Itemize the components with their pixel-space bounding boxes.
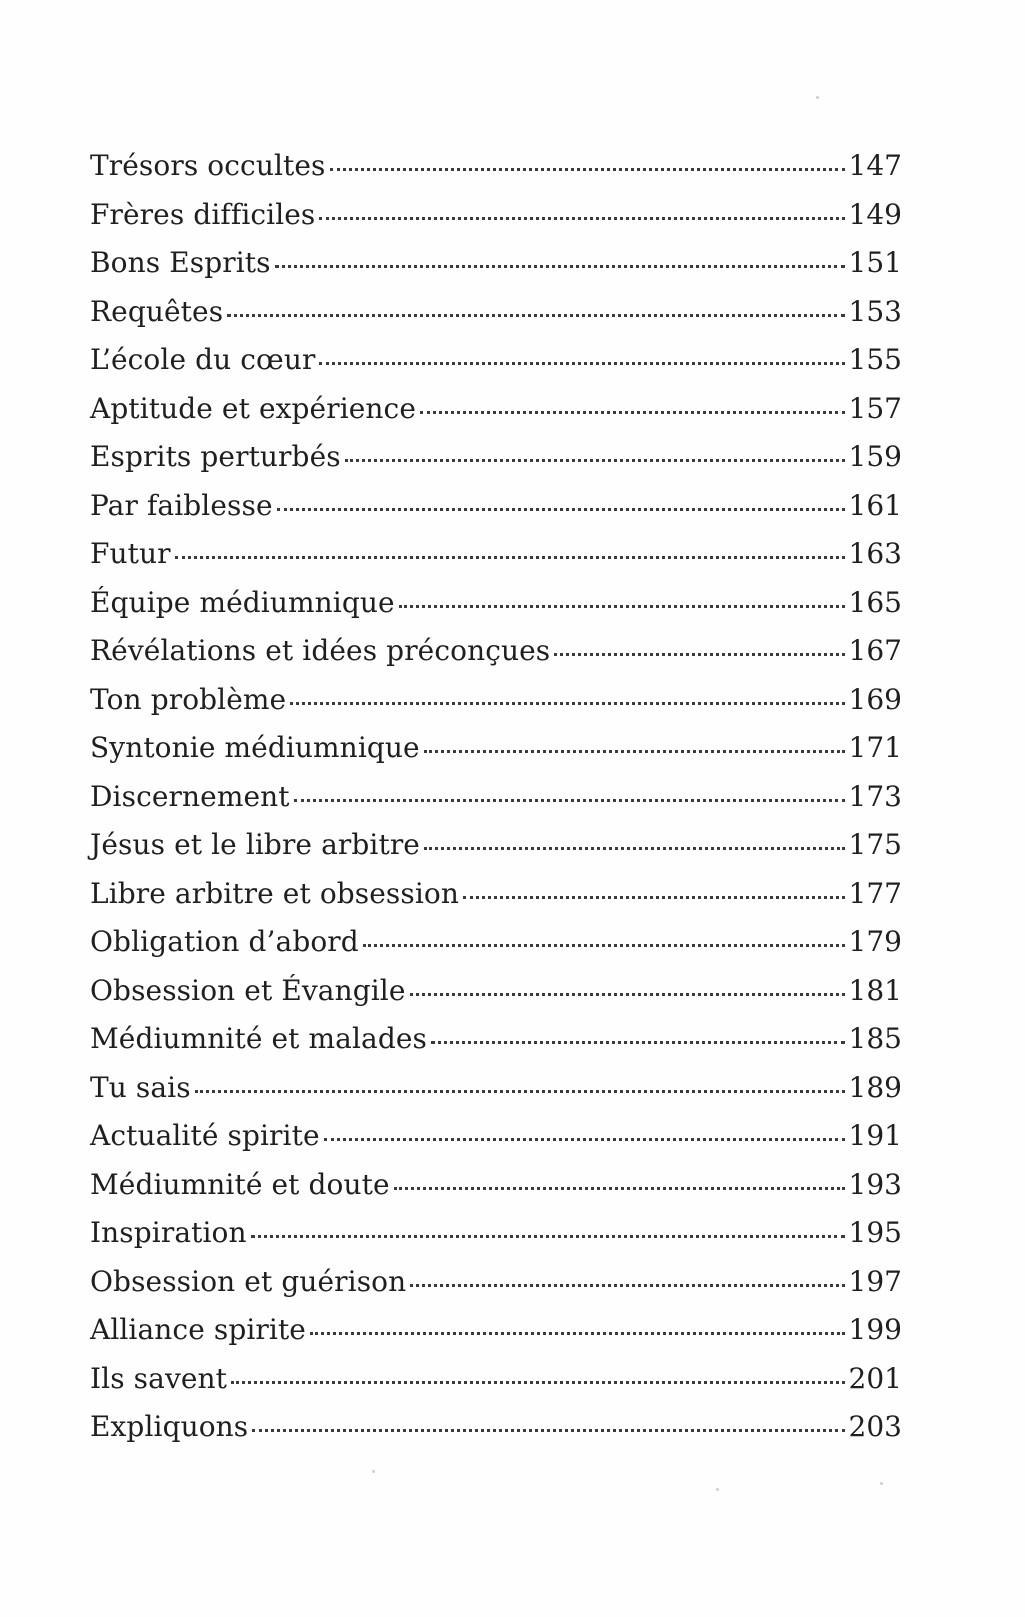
- toc-entry[interactable]: [90, 191, 902, 240]
- dot-leader: [310, 1326, 845, 1335]
- toc-entry[interactable]: [90, 676, 902, 725]
- dot-leader: [345, 453, 845, 462]
- toc-entry[interactable]: [90, 627, 902, 676]
- toc-entry-title: Futur: [90, 537, 171, 570]
- toc-entry-title: Équipe médiumnique: [90, 585, 395, 619]
- toc-entry[interactable]: [90, 385, 902, 434]
- toc-entry-page: 201: [848, 1361, 902, 1395]
- toc-entry-title: Ils savent: [90, 1361, 228, 1395]
- dot-leader: [394, 1181, 845, 1190]
- toc-entry-title: Frères difficiles: [90, 197, 316, 231]
- toc-entry-page: 165: [848, 585, 902, 619]
- toc-entry[interactable]: [90, 1306, 902, 1355]
- dot-leader: [277, 502, 845, 511]
- toc-entry-title: Esprits perturbés: [90, 440, 341, 473]
- toc-entry-page: 185: [848, 1022, 902, 1055]
- toc-entry-page: 173: [848, 779, 902, 813]
- paper-speck: [372, 1470, 375, 1473]
- dot-leader: [175, 550, 845, 559]
- dot-leader: [431, 1035, 845, 1044]
- toc-entry[interactable]: [90, 1112, 902, 1161]
- toc-entry-page: 191: [848, 1119, 902, 1152]
- toc-entry-page: 163: [848, 537, 902, 570]
- toc-entry-page: 195: [848, 1216, 902, 1249]
- toc-entry-title: Actualité spirite: [90, 1119, 320, 1152]
- toc-entry-page: 161: [848, 488, 902, 522]
- toc-entry[interactable]: [90, 336, 902, 385]
- toc-entry[interactable]: [90, 579, 902, 628]
- toc-entry-title: Trésors occultes: [90, 149, 326, 182]
- dot-leader: [330, 162, 845, 171]
- dot-leader: [410, 1278, 844, 1287]
- toc-entry[interactable]: [90, 821, 902, 870]
- toc-entry[interactable]: [90, 288, 902, 337]
- dot-leader: [324, 1132, 845, 1141]
- dot-leader: [195, 1084, 845, 1093]
- toc-entry-title: Syntonie médiumnique: [90, 731, 420, 764]
- dot-leader: [227, 308, 844, 317]
- toc-entry-page: 157: [848, 391, 902, 425]
- toc-entry[interactable]: [90, 239, 902, 288]
- toc-entry-page: 149: [848, 197, 902, 231]
- dot-leader: [463, 890, 845, 899]
- dot-leader: [252, 1423, 844, 1432]
- toc-entry-title: Par faiblesse: [90, 488, 273, 522]
- toc-entry-title: Expliquons: [90, 1410, 249, 1443]
- toc-entry-title: Inspiration: [90, 1216, 247, 1249]
- toc-entry-title: Requêtes: [90, 294, 224, 328]
- dot-leader: [554, 647, 844, 656]
- dot-leader: [275, 259, 845, 268]
- toc-entry[interactable]: [90, 1355, 902, 1404]
- dot-leader: [294, 793, 845, 802]
- toc-entry-page: 181: [848, 973, 902, 1007]
- toc-entry[interactable]: [90, 142, 902, 191]
- toc-entry-page: 151: [848, 246, 902, 279]
- dot-leader: [399, 599, 845, 608]
- toc-entry-page: 153: [848, 294, 902, 328]
- toc-entry-page: 167: [848, 634, 902, 667]
- toc-entry-title: Révélations et idées préconçues: [90, 634, 551, 667]
- toc-entry-title: Discernement: [90, 779, 290, 813]
- toc-entry[interactable]: [90, 918, 902, 967]
- toc-entry[interactable]: [90, 1209, 902, 1258]
- toc-entry-page: 179: [848, 925, 902, 958]
- table-of-contents: [90, 142, 902, 1452]
- toc-entry-title: Obsession et guérison: [90, 1264, 407, 1298]
- toc-entry-page: 147: [848, 149, 902, 182]
- toc-entry-page: 189: [848, 1070, 902, 1104]
- dot-leader: [420, 405, 845, 414]
- dot-leader: [319, 211, 844, 220]
- toc-entry[interactable]: [90, 530, 902, 579]
- toc-entry[interactable]: [90, 1064, 902, 1113]
- toc-entry-title: Obligation d’abord: [90, 925, 359, 958]
- toc-entry-title: Obsession et Évangile: [90, 973, 406, 1007]
- toc-entry[interactable]: [90, 433, 902, 482]
- dot-leader: [410, 987, 845, 996]
- toc-entry[interactable]: [90, 1161, 902, 1210]
- toc-entry-page: 199: [848, 1313, 902, 1346]
- toc-entry-title: Libre arbitre et obsession: [90, 876, 460, 910]
- toc-entry-page: 197: [848, 1264, 902, 1298]
- dot-leader: [251, 1229, 845, 1238]
- toc-entry[interactable]: [90, 1403, 902, 1452]
- toc-entry-title: Médiumnité et doute: [90, 1167, 390, 1201]
- toc-entry-title: L’école du cœur: [90, 343, 316, 376]
- dot-leader: [424, 841, 845, 850]
- toc-entry-page: 177: [848, 876, 902, 910]
- dot-leader: [319, 356, 844, 365]
- dot-leader: [231, 1375, 845, 1384]
- toc-entry-page: 155: [848, 343, 902, 376]
- toc-entry-page: 159: [848, 440, 902, 473]
- dot-leader: [363, 938, 845, 947]
- toc-entry-title: Bons Esprits: [90, 246, 271, 279]
- toc-entry[interactable]: [90, 724, 902, 773]
- dot-leader: [290, 696, 844, 705]
- toc-entry-page: 193: [848, 1167, 902, 1201]
- toc-entry[interactable]: [90, 482, 902, 531]
- toc-entry-page: 171: [848, 731, 902, 764]
- toc-entry-page: 169: [848, 682, 902, 716]
- paper-speck: [816, 96, 819, 99]
- toc-entry-title: Tu sais: [90, 1070, 191, 1104]
- dot-leader: [424, 744, 845, 753]
- toc-entry[interactable]: [90, 967, 902, 1016]
- toc-entry-page: 203: [848, 1410, 902, 1443]
- paper-speck: [716, 1488, 719, 1491]
- toc-entry-title: Alliance spirite: [90, 1313, 306, 1346]
- toc-entry[interactable]: [90, 870, 902, 919]
- paper-speck: [880, 1482, 883, 1485]
- toc-entry-title: Médiumnité et malades: [90, 1022, 427, 1055]
- toc-entry-title: Aptitude et expérience: [90, 391, 417, 425]
- toc-entry[interactable]: [90, 1015, 902, 1064]
- toc-entry-title: Ton problème: [90, 682, 287, 716]
- toc-entry-page: 175: [848, 828, 902, 861]
- toc-entry-title: Jésus et le libre arbitre: [90, 828, 420, 861]
- toc-entry[interactable]: [90, 1258, 902, 1307]
- toc-entry[interactable]: [90, 773, 902, 822]
